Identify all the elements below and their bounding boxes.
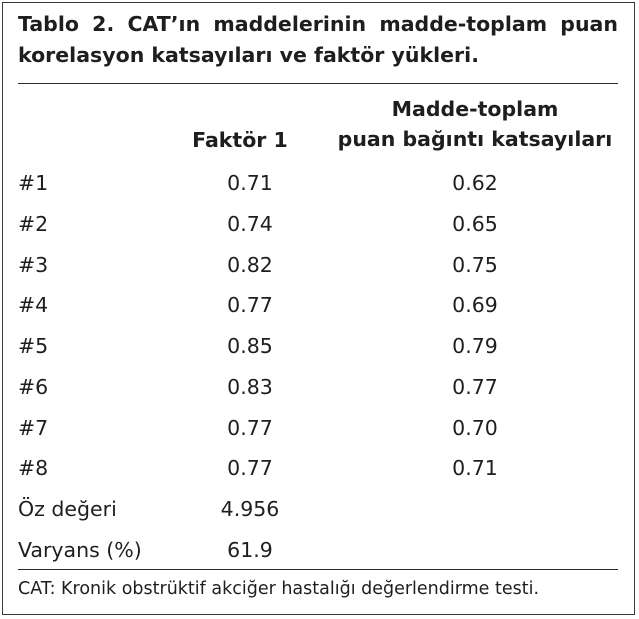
faktor-1-value: 0.71: [227, 171, 273, 195]
madde-toplam-value: 0.65: [452, 211, 498, 236]
row-label: #1: [18, 171, 49, 195]
row-label: #4: [18, 293, 49, 318]
faktor-1-value: 4.956: [220, 497, 280, 521]
table-row: [18, 413, 618, 454]
row-label: #8: [18, 456, 49, 481]
table-caption: Tablo 2. CAT’ın maddelerinin madde-toplam puan korelasyon katsayıları ve faktör yükleri.: [18, 12, 618, 67]
madde-toplam-value: 0.77: [452, 374, 498, 399]
faktor-1-value: 0.82: [227, 252, 273, 277]
faktor-1-value: 0.77: [227, 456, 273, 481]
faktor-1-value: 0.74: [227, 211, 273, 236]
table-row: [18, 290, 618, 331]
column-header-madde-toplam: [330, 94, 620, 154]
madde-toplam-value: 0.75: [452, 252, 498, 277]
table-row: [18, 168, 618, 209]
madde-toplam-value: 0.70: [452, 415, 498, 440]
madde-toplam-value: 0.71: [452, 456, 498, 481]
row-label: #3: [18, 252, 49, 277]
madde-toplam-value: 0.62: [452, 171, 498, 195]
row-label: Öz değeri: [18, 497, 117, 521]
row-label: #6: [18, 374, 49, 399]
bottom-rule: [18, 569, 618, 570]
madde-toplam-value: 0.69: [452, 293, 498, 318]
madde-toplam-value: 0.79: [452, 334, 498, 358]
table-row: [18, 494, 618, 535]
table-row: [18, 331, 618, 372]
top-rule: [18, 83, 618, 84]
faktor-1-value: 0.77: [227, 415, 273, 440]
table-footnote: CAT: Kronik obstrüktif akciğer hastalığı değerlendirme testi.: [18, 579, 540, 599]
faktor-1-value: 0.83: [227, 374, 273, 399]
column-header-madde-toplam-line1: Madde-toplam: [391, 97, 559, 121]
faktor-1-value: 61.9: [227, 537, 273, 562]
table-body: [18, 168, 618, 576]
faktor-1-value: 0.85: [227, 334, 273, 358]
row-label: #2: [18, 211, 49, 236]
column-header-faktor-1: Faktör 1: [192, 128, 288, 152]
row-label: Varyans (%): [18, 537, 142, 562]
table-row: [18, 250, 618, 291]
row-label: #7: [18, 415, 49, 440]
faktor-1-value: 0.77: [227, 293, 273, 318]
column-header-madde-toplam-line2: puan bağıntı katsayıları: [337, 127, 613, 151]
table-row: [18, 453, 618, 494]
table-row: [18, 209, 618, 250]
row-label: #5: [18, 334, 49, 358]
table-row: [18, 372, 618, 413]
